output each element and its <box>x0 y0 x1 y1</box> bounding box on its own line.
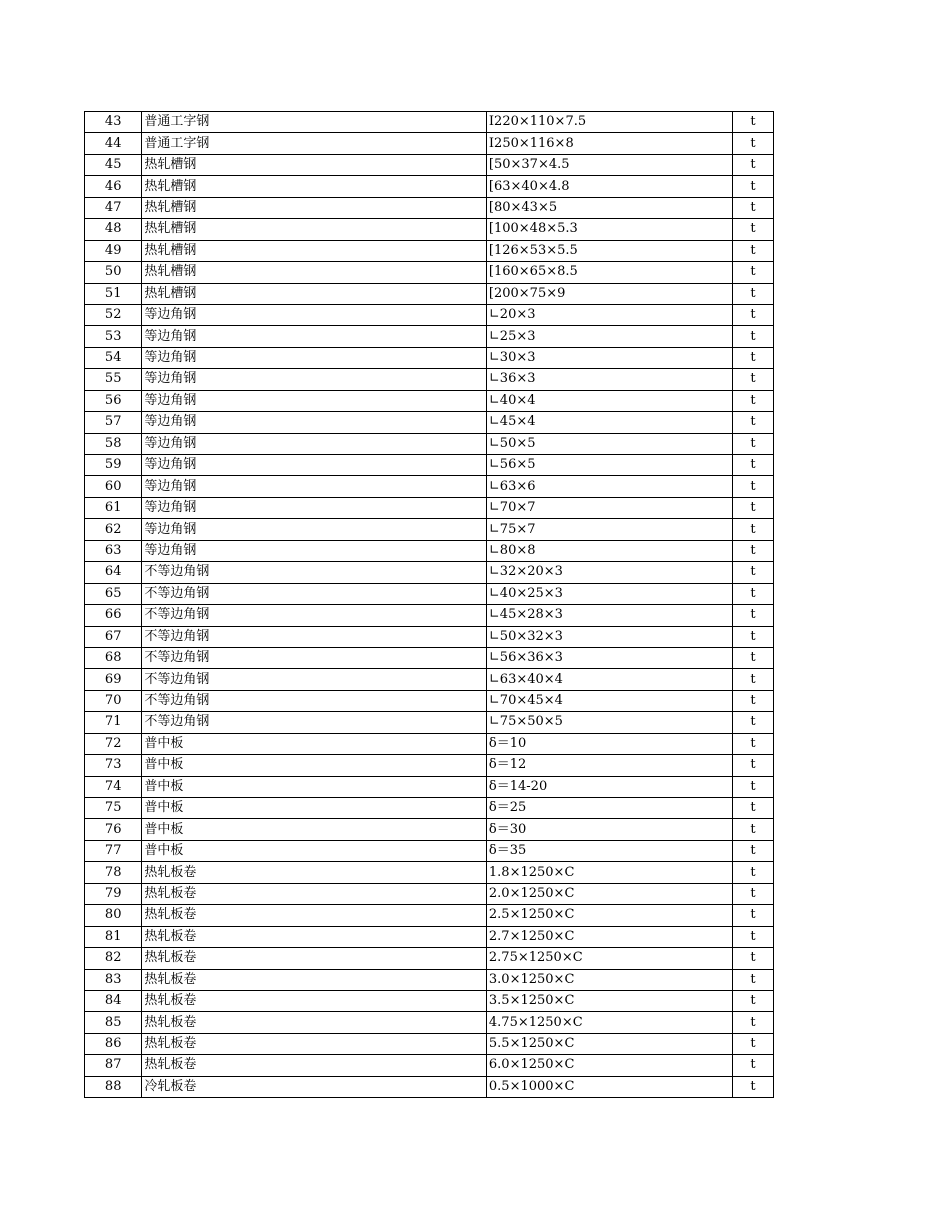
material-name-cell: 热轧板卷 <box>142 1055 487 1076</box>
row-number-cell: 65 <box>85 583 142 604</box>
specification-cell: δ＝35 <box>486 840 732 861</box>
material-name-cell: 不等边角钢 <box>142 626 487 647</box>
row-number-cell: 68 <box>85 647 142 668</box>
table-row <box>85 562 774 583</box>
table-row <box>85 390 774 411</box>
material-name-cell: 等边角钢 <box>142 412 487 433</box>
specification-cell: I220×110×7.5 <box>486 112 732 133</box>
row-number-cell: 85 <box>85 1012 142 1033</box>
row-number-cell: 70 <box>85 690 142 711</box>
specification-cell: 6.0×1250×C <box>486 1055 732 1076</box>
table-row <box>85 1055 774 1076</box>
material-name-cell: 热轧槽钢 <box>142 219 487 240</box>
row-number-cell: 44 <box>85 133 142 154</box>
specification-cell: 2.5×1250×C <box>486 905 732 926</box>
unit-cell: t <box>732 390 773 411</box>
unit-cell: t <box>732 540 773 561</box>
unit-cell: t <box>732 969 773 990</box>
unit-cell: t <box>732 347 773 368</box>
specification-cell: δ＝10 <box>486 733 732 754</box>
table-row <box>85 733 774 754</box>
material-name-cell: 热轧板卷 <box>142 862 487 883</box>
table-row <box>85 347 774 368</box>
material-name-cell: 不等边角钢 <box>142 690 487 711</box>
table-row <box>85 819 774 840</box>
material-name-cell: 不等边角钢 <box>142 605 487 626</box>
unit-cell: t <box>732 262 773 283</box>
table-row <box>85 669 774 690</box>
material-name-cell: 等边角钢 <box>142 455 487 476</box>
row-number-cell: 64 <box>85 562 142 583</box>
table-row <box>85 369 774 390</box>
row-number-cell: 55 <box>85 369 142 390</box>
material-name-cell: 热轧板卷 <box>142 926 487 947</box>
row-number-cell: 88 <box>85 1076 142 1097</box>
row-number-cell: 81 <box>85 926 142 947</box>
unit-cell: t <box>732 905 773 926</box>
specification-cell: 0.5×1000×C <box>486 1076 732 1097</box>
material-name-cell: 普中板 <box>142 755 487 776</box>
unit-cell: t <box>732 669 773 690</box>
unit-cell: t <box>732 605 773 626</box>
material-name-cell: 等边角钢 <box>142 476 487 497</box>
unit-cell: t <box>732 690 773 711</box>
material-name-cell: 不等边角钢 <box>142 562 487 583</box>
unit-cell: t <box>732 176 773 197</box>
table-row <box>85 154 774 175</box>
unit-cell: t <box>732 455 773 476</box>
row-number-cell: 48 <box>85 219 142 240</box>
specification-cell: δ＝25 <box>486 798 732 819</box>
unit-cell: t <box>732 819 773 840</box>
table-row <box>85 412 774 433</box>
material-name-cell: 等边角钢 <box>142 304 487 325</box>
table-row <box>85 433 774 454</box>
table-row <box>85 283 774 304</box>
table-row <box>85 519 774 540</box>
material-name-cell: 不等边角钢 <box>142 669 487 690</box>
unit-cell: t <box>732 712 773 733</box>
material-name-cell: 普中板 <box>142 733 487 754</box>
specification-cell: 4.75×1250×C <box>486 1012 732 1033</box>
unit-cell: t <box>732 433 773 454</box>
material-name-cell: 等边角钢 <box>142 519 487 540</box>
table-body <box>85 112 774 1098</box>
table-row <box>85 262 774 283</box>
specification-cell: ∟70×7 <box>486 497 732 518</box>
row-number-cell: 63 <box>85 540 142 561</box>
material-name-cell: 普通工字钢 <box>142 112 487 133</box>
table-row <box>85 905 774 926</box>
specification-cell: ∟70×45×4 <box>486 690 732 711</box>
row-number-cell: 83 <box>85 969 142 990</box>
material-name-cell: 普中板 <box>142 819 487 840</box>
material-name-cell: 等边角钢 <box>142 433 487 454</box>
specification-cell: [200×75×9 <box>486 283 732 304</box>
unit-cell: t <box>732 776 773 797</box>
steel-materials-table <box>84 111 774 1098</box>
unit-cell: t <box>732 112 773 133</box>
table-row <box>85 112 774 133</box>
specification-cell: ∟20×3 <box>486 304 732 325</box>
specification-cell: ∟50×32×3 <box>486 626 732 647</box>
unit-cell: t <box>732 197 773 218</box>
specification-cell: [160×65×8.5 <box>486 262 732 283</box>
table-row <box>85 755 774 776</box>
table-row <box>85 883 774 904</box>
table-row <box>85 969 774 990</box>
row-number-cell: 57 <box>85 412 142 433</box>
specification-cell: δ＝30 <box>486 819 732 840</box>
row-number-cell: 50 <box>85 262 142 283</box>
material-name-cell: 不等边角钢 <box>142 583 487 604</box>
row-number-cell: 45 <box>85 154 142 175</box>
specification-cell: ∟63×40×4 <box>486 669 732 690</box>
material-name-cell: 热轧板卷 <box>142 1033 487 1054</box>
unit-cell: t <box>732 476 773 497</box>
specification-cell: I250×116×8 <box>486 133 732 154</box>
material-name-cell: 等边角钢 <box>142 497 487 518</box>
row-number-cell: 49 <box>85 240 142 261</box>
unit-cell: t <box>732 133 773 154</box>
specification-cell: ∟30×3 <box>486 347 732 368</box>
row-number-cell: 77 <box>85 840 142 861</box>
unit-cell: t <box>732 562 773 583</box>
row-number-cell: 73 <box>85 755 142 776</box>
specification-cell: ∟80×8 <box>486 540 732 561</box>
material-name-cell: 不等边角钢 <box>142 712 487 733</box>
unit-cell: t <box>732 626 773 647</box>
row-number-cell: 56 <box>85 390 142 411</box>
row-number-cell: 47 <box>85 197 142 218</box>
row-number-cell: 52 <box>85 304 142 325</box>
unit-cell: t <box>732 926 773 947</box>
unit-cell: t <box>732 1076 773 1097</box>
table-row <box>85 476 774 497</box>
specification-cell: 1.8×1250×C <box>486 862 732 883</box>
specification-cell: ∟56×5 <box>486 455 732 476</box>
table-row <box>85 1076 774 1097</box>
row-number-cell: 78 <box>85 862 142 883</box>
table-row <box>85 219 774 240</box>
row-number-cell: 87 <box>85 1055 142 1076</box>
table-row <box>85 326 774 347</box>
unit-cell: t <box>732 883 773 904</box>
specification-cell: ∟36×3 <box>486 369 732 390</box>
specification-cell: 3.0×1250×C <box>486 969 732 990</box>
unit-cell: t <box>732 219 773 240</box>
table-row <box>85 712 774 733</box>
material-name-cell: 热轧槽钢 <box>142 283 487 304</box>
unit-cell: t <box>732 755 773 776</box>
row-number-cell: 80 <box>85 905 142 926</box>
row-number-cell: 76 <box>85 819 142 840</box>
material-name-cell: 普中板 <box>142 840 487 861</box>
specification-cell: ∟40×25×3 <box>486 583 732 604</box>
unit-cell: t <box>732 1055 773 1076</box>
unit-cell: t <box>732 519 773 540</box>
specification-cell: [63×40×4.8 <box>486 176 732 197</box>
specification-cell: ∟40×4 <box>486 390 732 411</box>
table-row <box>85 304 774 325</box>
unit-cell: t <box>732 840 773 861</box>
row-number-cell: 67 <box>85 626 142 647</box>
material-name-cell: 普中板 <box>142 776 487 797</box>
row-number-cell: 46 <box>85 176 142 197</box>
table-row <box>85 540 774 561</box>
unit-cell: t <box>732 733 773 754</box>
material-name-cell: 热轧槽钢 <box>142 262 487 283</box>
material-name-cell: 冷轧板卷 <box>142 1076 487 1097</box>
material-name-cell: 不等边角钢 <box>142 647 487 668</box>
specification-cell: ∟56×36×3 <box>486 647 732 668</box>
table-row <box>85 926 774 947</box>
row-number-cell: 43 <box>85 112 142 133</box>
unit-cell: t <box>732 412 773 433</box>
specification-cell: ∟50×5 <box>486 433 732 454</box>
material-name-cell: 等边角钢 <box>142 390 487 411</box>
table-row <box>85 840 774 861</box>
material-name-cell: 普通工字钢 <box>142 133 487 154</box>
unit-cell: t <box>732 240 773 261</box>
table-row <box>85 176 774 197</box>
row-number-cell: 69 <box>85 669 142 690</box>
row-number-cell: 61 <box>85 497 142 518</box>
table-row <box>85 240 774 261</box>
unit-cell: t <box>732 369 773 390</box>
unit-cell: t <box>732 283 773 304</box>
table-row <box>85 798 774 819</box>
row-number-cell: 66 <box>85 605 142 626</box>
unit-cell: t <box>732 990 773 1011</box>
table-row <box>85 948 774 969</box>
unit-cell: t <box>732 154 773 175</box>
specification-cell: [80×43×5 <box>486 197 732 218</box>
specification-cell: [100×48×5.3 <box>486 219 732 240</box>
material-name-cell: 等边角钢 <box>142 326 487 347</box>
table-row <box>85 455 774 476</box>
material-name-cell: 热轧板卷 <box>142 1012 487 1033</box>
table-row <box>85 497 774 518</box>
unit-cell: t <box>732 948 773 969</box>
unit-cell: t <box>732 304 773 325</box>
unit-cell: t <box>732 326 773 347</box>
row-number-cell: 58 <box>85 433 142 454</box>
table-row <box>85 197 774 218</box>
table-row <box>85 862 774 883</box>
row-number-cell: 53 <box>85 326 142 347</box>
specification-cell: 3.5×1250×C <box>486 990 732 1011</box>
specification-cell: [126×53×5.5 <box>486 240 732 261</box>
specification-cell: 2.7×1250×C <box>486 926 732 947</box>
table-row <box>85 626 774 647</box>
material-name-cell: 热轧槽钢 <box>142 240 487 261</box>
material-name-cell: 热轧槽钢 <box>142 197 487 218</box>
specification-cell: ∟25×3 <box>486 326 732 347</box>
material-name-cell: 热轧槽钢 <box>142 176 487 197</box>
unit-cell: t <box>732 798 773 819</box>
table-row <box>85 1012 774 1033</box>
material-name-cell: 热轧板卷 <box>142 905 487 926</box>
material-name-cell: 热轧槽钢 <box>142 154 487 175</box>
specification-cell: 2.75×1250×C <box>486 948 732 969</box>
table-row <box>85 690 774 711</box>
table-row <box>85 1033 774 1054</box>
unit-cell: t <box>732 497 773 518</box>
row-number-cell: 79 <box>85 883 142 904</box>
material-name-cell: 热轧板卷 <box>142 969 487 990</box>
specification-cell: ∟63×6 <box>486 476 732 497</box>
specification-cell: ∟32×20×3 <box>486 562 732 583</box>
material-name-cell: 热轧板卷 <box>142 948 487 969</box>
unit-cell: t <box>732 583 773 604</box>
unit-cell: t <box>732 1012 773 1033</box>
table-row <box>85 133 774 154</box>
table-row <box>85 605 774 626</box>
row-number-cell: 82 <box>85 948 142 969</box>
unit-cell: t <box>732 862 773 883</box>
specification-cell: δ＝12 <box>486 755 732 776</box>
material-name-cell: 等边角钢 <box>142 369 487 390</box>
specification-cell: ∟75×50×5 <box>486 712 732 733</box>
specification-cell: δ＝14-20 <box>486 776 732 797</box>
row-number-cell: 72 <box>85 733 142 754</box>
specification-cell: 5.5×1250×C <box>486 1033 732 1054</box>
unit-cell: t <box>732 1033 773 1054</box>
specification-cell: ∟45×4 <box>486 412 732 433</box>
table-row <box>85 647 774 668</box>
row-number-cell: 84 <box>85 990 142 1011</box>
row-number-cell: 54 <box>85 347 142 368</box>
row-number-cell: 51 <box>85 283 142 304</box>
material-name-cell: 等边角钢 <box>142 347 487 368</box>
unit-cell: t <box>732 647 773 668</box>
row-number-cell: 71 <box>85 712 142 733</box>
specification-cell: 2.0×1250×C <box>486 883 732 904</box>
specification-cell: [50×37×4.5 <box>486 154 732 175</box>
specification-cell: ∟75×7 <box>486 519 732 540</box>
table-row <box>85 776 774 797</box>
specification-cell: ∟45×28×3 <box>486 605 732 626</box>
material-name-cell: 热轧板卷 <box>142 990 487 1011</box>
material-name-cell: 等边角钢 <box>142 540 487 561</box>
material-name-cell: 热轧板卷 <box>142 883 487 904</box>
row-number-cell: 86 <box>85 1033 142 1054</box>
table-row <box>85 990 774 1011</box>
table-row <box>85 583 774 604</box>
row-number-cell: 60 <box>85 476 142 497</box>
row-number-cell: 75 <box>85 798 142 819</box>
row-number-cell: 62 <box>85 519 142 540</box>
material-name-cell: 普中板 <box>142 798 487 819</box>
row-number-cell: 74 <box>85 776 142 797</box>
row-number-cell: 59 <box>85 455 142 476</box>
